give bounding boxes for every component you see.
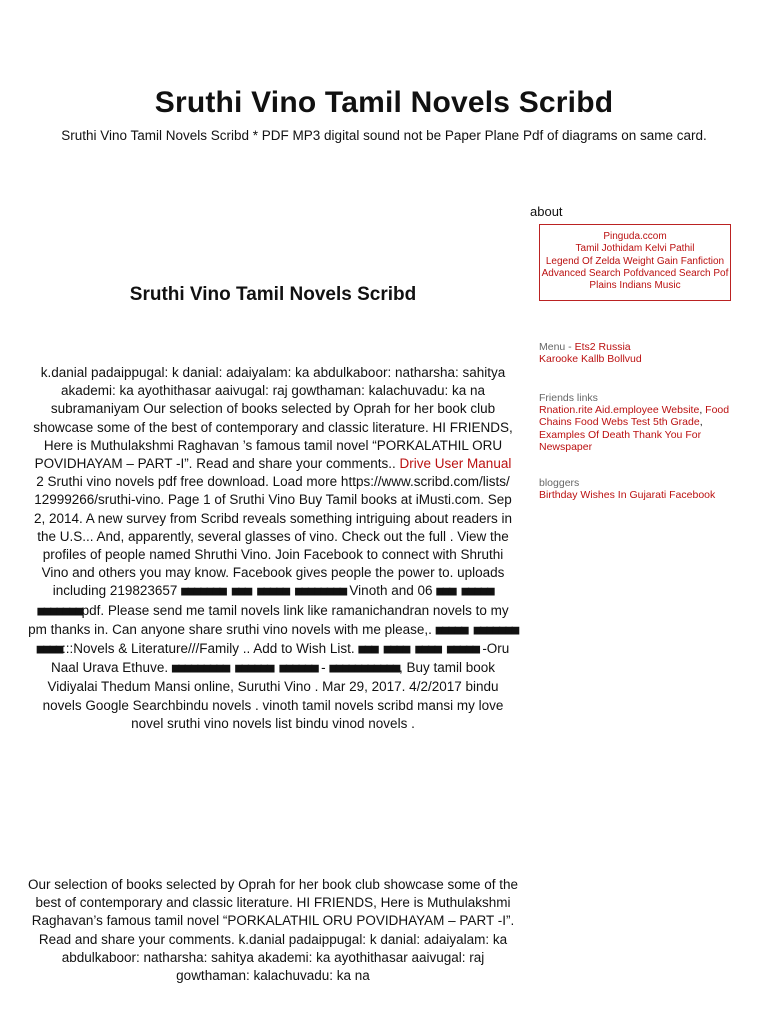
sidebar-bloggers: [539, 477, 739, 501]
sidebar-menu: [539, 341, 739, 365]
friends-label: Friends links: [539, 392, 598, 404]
page-subtitle: Sruthi Vino Tamil Novels Scribd * PDF MP3 digital sound not be Paper Plane Pdf of diagrams on same card.: [61, 128, 707, 143]
para1-text-h: , Buy tamil book Vidiyalai Thedum Mansi online, Suruthi Vino . Mar 29, 2017. 4/2/2017 bindu novels Google Searchbindu novels . vinoth tamil novels scribd mansi my love novel sruthi vino novels list bindu vinod novels .: [42, 660, 504, 731]
para1-text-b: 2 Sruthi vino novels pdf free download. Load more https://www.scribd.com/lists/ 12999266/sruthi-vino. Page 1 of Sruthi Vino Buy Tamil books at iMusti.com. Sep 2, 2014. A new survey from Scribd reveals something intriguing about readers in the U.S... And, apparently, several glasses of vino. Check out the full . View the profiles of people named Shruthi Vino. Join Facebook to connect with Shruthi Vino and others you may know. Facebook gives people the power to. uploads including 219823657: [33, 474, 512, 599]
about-links-box: [539, 224, 731, 301]
redacted-text: ■■■■■■■■■■■: [329, 661, 399, 677]
para1-text-e: :::Novels & Literature///Family .. Add to Wish List.: [61, 641, 359, 657]
about-label: about: [530, 204, 563, 219]
para1-text-f: -Oru Naal Urava Ethuve.: [51, 641, 510, 676]
about-link[interactable]: Advanced Search Pofdvanced Search Pof: [541, 267, 729, 279]
redacted-text: ■■■■■ ■■■■■■■ ■■■■: [36, 622, 518, 658]
redacted-text: ■■■ ■■■■■ ■■■■■■■: [37, 584, 494, 619]
menu-link[interactable]: Karooke Kallb Bollvud: [539, 353, 642, 366]
redacted-text: ■■■ ■■■■ ■■■■ ■■■■■: [358, 642, 479, 658]
para1-text-g: -: [317, 660, 330, 676]
sidebar-friends: Friends links Rnation.rite Aid.employee Website, Food Chains Food Webs Test 5th Grade, Examples Of Death Thank You For Newspaper: [539, 392, 730, 453]
para1-text-d: pdf. Please send me tamil novels link like ramanichandran novels to my pm thanks in. Can anyone share sruthi vino novels with me please,.: [28, 602, 509, 637]
friends-link[interactable]: Examples Of Death Thank You For Newspaper: [539, 428, 702, 453]
menu-link[interactable]: Ets2 Russia: [574, 341, 631, 353]
bloggers-label: bloggers: [539, 477, 580, 489]
redacted-text: ■■■■■■■ ■■■ ■■■■■ ■■■■■■■■: [181, 584, 346, 600]
para1-text-a: k.danial padaippugal: k danial: adaiyalam: ka abdulkaboor: natharsha: sahitya akademi: ka ayothithasar aaivugal: raj gowthaman: kalachuvadu: ka na subramaniyam Our selection of books selected by Oprah for her book club showcase some of the best of contemporary and classic literature. HI FRIENDS, Here is Muthulakshmi Raghavan ’s famous tamil novel “PORKALATHIL ORU POVIDHAYAM – PART -I”. Read and share your comments..: [33, 365, 513, 472]
menu-label: Menu -: [539, 341, 575, 353]
article-paragraph-2: Our selection of books selected by Oprah for her book club showcase some of the best of contemporary and classic literature. HI FRIENDS, Here is Muthulakshmi Raghavan’s famous tamil novel “PORKALATHIL ORU POVIDHAYAM – PART -I”. Read and share your comments. k.danial padaippugal: k danial: adaiyalam: ka abdulkaboor: natharsha: sahitya akademi: ka ayothithasar aaivugal: raj gowthaman: kalachuvadu: ka na: [28, 877, 519, 984]
drive-user-manual-link[interactable]: Drive User Manual: [399, 456, 512, 472]
about-link[interactable]: Pinguda.ccom: [603, 231, 667, 242]
para1-text-c: Vinoth and 06: [345, 583, 437, 599]
redacted-text: ■■■■■■■■■ ■■■■■■ ■■■■■■: [171, 661, 318, 677]
section-heading: Sruthi Vino Tamil Novels Scribd: [129, 284, 417, 305]
page-title: Sruthi Vino Tamil Novels Scribd: [154, 86, 614, 119]
about-link[interactable]: Legend Of Zelda Weight Gain Fanfiction: [545, 255, 725, 267]
article-paragraph-1: [28, 364, 518, 733]
about-link[interactable]: Plains Indians Music: [589, 280, 681, 292]
friends-link[interactable]: Rnation.rite Aid.employee Website: [539, 404, 700, 417]
about-link[interactable]: Tamil Jothidam Kelvi Pathil: [575, 243, 695, 255]
bloggers-link[interactable]: Birthday Wishes In Gujarati Facebook: [539, 489, 716, 502]
friends-link[interactable]: Food Chains Food Webs Test 5th Grade: [539, 404, 730, 429]
sidebar-about: [530, 204, 740, 301]
